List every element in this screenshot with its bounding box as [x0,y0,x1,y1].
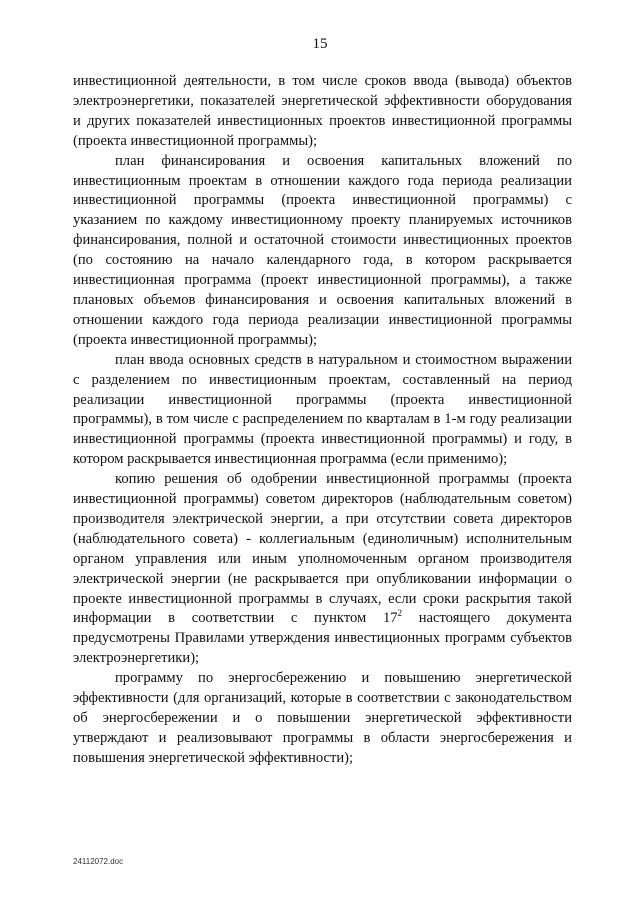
paragraph-continuation: инвестиционной деятельности, в том числе сроков ввода (вывода) объектов электроэнергетики, показателей энергетической эффективности оборудования и других показателей инвестиционных проектов инвестиционной программы (проекта инвестиционной программы); [73,73,572,149]
paragraph-energy-saving: программу по энергосбережению и повышению энергетической эффективности (для организаций, которые в соответствии с законодательством об энергосбережении и о повышении энергетической эффективности утверждают и реализовывают программы в области энергосбережения и повышения энергетической эффективности); [73,670,572,766]
paragraph-financing-plan: план финансирования и освоения капитальных вложений по инвестиционным проектам в отношении каждого года периода реализации инвестиционной программы (проекта инвестиционной программы) с указанием по каждому инвестиционному проекту планируемых источников финансирования, полной и остаточной стоимости инвестиционных проектов (по состоянию на начало календарного года, в котором раскрывается инвестиционная программа (проект инвестиционной программы), а также плановых объемов финансирования и освоения капитальных вложений в отношении каждого года периода реализации инвестиционной программы (проекта инвестиционной программы); [73,152,572,348]
footer-filename: 24112072.doc [73,857,124,866]
paragraph-approval-text-before: копию решения об одобрении инвестиционной программы (проекта инвестиционной программы) советом директоров (наблюдательным советом) производителя электрической энергии, а при отсутствии совета директоров (наблюдательного совета) - коллегиальным (единоличным) исполнительным органом управления или иным уполномоченным органом производителя электрической энергии (не раскрывается при опубликовании информации о проекте инвестиционной программы в случаях, если сроки раскрытия такой информации в соответствии с пунктом 17 [73,471,572,627]
paragraph-approval-superscript: 2 [397,608,403,619]
paragraph-approval-decision [73,470,572,669]
document-body [73,72,572,769]
paragraph-commissioning-plan: план ввода основных средств в натуральном и стоимостном выражении с разделением по инвестиционным проектам, составленный на период реализации инвестиционной программы (проекта инвестиционной программы), в том числе с распределением по кварталам в 1-м году реализации инвестиционной программы (проекта инвестиционной программы) и году, в котором раскрывается инвестиционная программа (если применимо); [73,351,572,468]
page-number: 15 [312,36,328,52]
paragraph-approval-text-after: настоящего документа предусмотрены Правилами утверждения инвестиционных программ субъектов электроэнергетики); [73,610,572,667]
